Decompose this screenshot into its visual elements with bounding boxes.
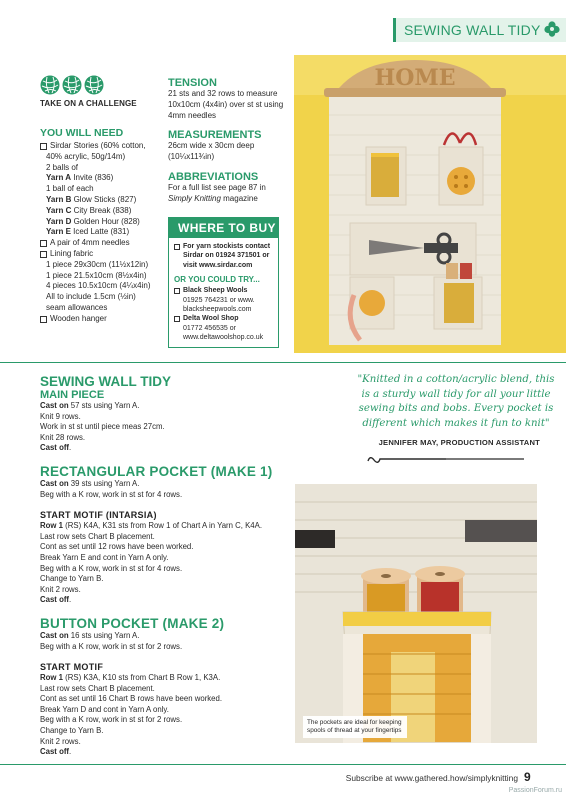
material-item bbox=[40, 238, 164, 249]
material-text: 1 ball of each bbox=[46, 184, 94, 194]
instruction-line bbox=[40, 715, 290, 726]
material-text: Iced Latte (831) bbox=[70, 227, 130, 237]
yarn-ball-icon bbox=[84, 75, 104, 95]
yarn-ball-icon bbox=[62, 75, 82, 95]
instruction-line bbox=[40, 521, 290, 532]
material-text: 1 piece 21.5x10cm (8½x4in) bbox=[46, 270, 147, 280]
material-item bbox=[40, 314, 164, 325]
instruction-text: Cont as set until 16 Chart B rows have been worked. bbox=[40, 694, 223, 704]
instruction-keyword: Cast off bbox=[40, 595, 70, 605]
where-to-buy-heading: WHERE TO BUY bbox=[169, 218, 278, 238]
material-text: 2 balls of bbox=[46, 162, 79, 172]
wall-tidy-photo bbox=[294, 55, 566, 353]
instruction-text: . bbox=[69, 747, 72, 757]
instruction-keyword: Cast on bbox=[40, 478, 69, 488]
checkbox-icon bbox=[40, 240, 47, 247]
instruction-line bbox=[40, 694, 290, 705]
stockist-website: visit www.sirdar.com bbox=[183, 261, 253, 269]
rectangular-pocket-steps bbox=[40, 479, 290, 500]
shop-contact: 01925 764231 or www. bbox=[183, 296, 255, 304]
material-text: 4 pieces 10.5x10cm (4¼x4in) bbox=[46, 281, 151, 291]
instruction-text: 57 sts using Yarn A. bbox=[68, 401, 140, 410]
shop-contact: 01772 456535 or bbox=[183, 324, 236, 332]
material-item bbox=[40, 303, 164, 314]
rectangular-pocket-heading: RECTANGULAR POCKET (MAKE 1) bbox=[40, 463, 273, 479]
instruction-line bbox=[40, 412, 290, 423]
material-text: 40% acrylic, 50g/14m) bbox=[46, 151, 126, 161]
instruction-line bbox=[40, 747, 290, 758]
button-pocket-steps bbox=[40, 631, 290, 652]
tension-text bbox=[168, 89, 284, 121]
measurements-line: 26cm wide x 30cm deep bbox=[168, 141, 255, 151]
shop-item bbox=[174, 314, 274, 323]
materials-list bbox=[40, 141, 164, 325]
material-item bbox=[40, 184, 164, 195]
clover-icon bbox=[544, 20, 560, 38]
instruction-text: Knit 9 rows. bbox=[40, 411, 81, 421]
instruction-line bbox=[40, 553, 290, 564]
material-item bbox=[40, 206, 164, 217]
instruction-text: Work in st st until piece meas 27cm. bbox=[40, 422, 165, 432]
instruction-line bbox=[40, 401, 290, 412]
button-pocket-heading: BUTTON POCKET (MAKE 2) bbox=[40, 615, 225, 631]
yarn-label: Yarn D bbox=[46, 216, 72, 226]
checkbox-icon bbox=[40, 251, 47, 258]
instruction-text: Cont as set until 12 rows have been worked. bbox=[40, 542, 194, 552]
motif-heading: START MOTIF bbox=[40, 662, 104, 673]
instruction-text: Change to Yarn B. bbox=[40, 574, 104, 584]
material-item bbox=[40, 271, 164, 282]
yarn-label: Yarn C bbox=[46, 205, 72, 215]
abbreviations-line bbox=[168, 194, 284, 205]
footer-divider bbox=[0, 764, 566, 765]
instruction-line bbox=[40, 726, 290, 737]
tension-line: 21 sts and 32 rows to measure bbox=[168, 89, 278, 98]
abbreviations-line: For a full list see page 87 in bbox=[168, 182, 266, 192]
checkbox-icon bbox=[40, 143, 47, 150]
home-sign: HOME bbox=[374, 65, 456, 91]
material-item bbox=[40, 227, 164, 238]
material-text: Invite (836) bbox=[71, 173, 114, 183]
instruction-text: Beg with a K row, work in st st for 4 rows. bbox=[40, 563, 183, 573]
instruction-line bbox=[40, 443, 290, 454]
instruction-line bbox=[40, 684, 290, 695]
tension-heading: TENSION bbox=[168, 77, 217, 89]
material-item bbox=[40, 249, 164, 260]
instruction-line bbox=[40, 532, 290, 543]
material-item bbox=[40, 195, 164, 206]
instruction-text: Beg with a K row, work in st st for 2 rows. bbox=[40, 715, 183, 725]
measurements-text bbox=[168, 141, 284, 163]
page-section-title: SEWING WALL TIDY bbox=[404, 22, 541, 38]
material-item bbox=[40, 217, 164, 228]
checkbox-icon bbox=[174, 244, 180, 250]
or-try-heading: OR YOU COULD TRY... bbox=[174, 275, 260, 285]
magazine-name: Simply Knitting bbox=[168, 193, 221, 203]
subscribe-link[interactable]: Subscribe at www.gathered.how/simplyknitting bbox=[345, 773, 518, 783]
material-text: Lining fabric bbox=[50, 248, 94, 258]
abbreviations-text bbox=[168, 183, 284, 205]
material-text: A pair of 4mm needles bbox=[50, 238, 130, 248]
instruction-line bbox=[40, 542, 290, 553]
where-to-buy-box bbox=[168, 217, 279, 348]
material-text: All to include 1.5cm (½in) bbox=[46, 292, 136, 302]
material-text: Golden Hour (828) bbox=[71, 216, 140, 226]
instruction-text: Last row sets Chart B placement. bbox=[40, 531, 155, 541]
instruction-text: Knit 28 rows. bbox=[40, 432, 86, 442]
motif-intarsia-heading: START MOTIF (INTARSIA) bbox=[40, 510, 157, 521]
flourish-ornament bbox=[366, 451, 526, 467]
material-text: Wooden hanger bbox=[50, 313, 107, 323]
shop-name: Black Sheep Wools bbox=[183, 287, 248, 295]
main-piece-heading: MAIN PIECE bbox=[40, 389, 105, 401]
instruction-text: Break Yarn D and cont in Yarn A only. bbox=[40, 704, 169, 714]
material-item bbox=[40, 173, 164, 184]
instruction-line bbox=[40, 564, 290, 575]
instruction-text: Knit 2 rows. bbox=[40, 736, 81, 746]
material-item bbox=[40, 292, 164, 303]
instruction-line bbox=[40, 642, 290, 653]
motif-steps bbox=[40, 673, 290, 758]
instruction-keyword: Row 1 bbox=[40, 673, 63, 683]
checkbox-icon bbox=[174, 316, 180, 322]
instruction-text: (RS) K4A, K31 sts from Row 1 of Chart A in Yarn C, K4A. bbox=[62, 521, 263, 531]
instruction-text: . bbox=[69, 443, 72, 453]
instruction-text: 16 sts using Yarn A. bbox=[68, 630, 140, 640]
material-text: City Break (838) bbox=[71, 205, 132, 215]
measurements-heading: MEASUREMENTS bbox=[168, 129, 262, 142]
measurements-line: (10¼x11¾in) bbox=[168, 152, 215, 162]
instruction-text: Beg with a K row, work in st st for 4 rows. bbox=[40, 489, 183, 499]
material-item bbox=[40, 260, 164, 271]
instruction-text: Break Yarn E and cont in Yarn A only. bbox=[40, 552, 169, 562]
instruction-line bbox=[40, 585, 290, 596]
material-item bbox=[40, 141, 164, 152]
pull-quote: "Knitted in a cotton/acrylic blend, this is a sturdy wall tidy for all your little sewing bits and bobs. Every pocket is different which makes it fun to knit" bbox=[357, 374, 555, 429]
page-number: 9 bbox=[524, 770, 531, 784]
stockist-label: For yarn stockists contact bbox=[183, 243, 271, 250]
abbreviations-heading: ABBREVIATIONS bbox=[168, 170, 259, 183]
shop-website: www.deltawoolshop.co.uk bbox=[183, 334, 264, 342]
challenge-label: TAKE ON A CHALLENGE bbox=[40, 99, 137, 108]
abbreviations-rest: magazine bbox=[220, 193, 258, 203]
material-item bbox=[40, 281, 164, 292]
material-item bbox=[40, 152, 164, 163]
instruction-line bbox=[40, 737, 290, 748]
header-tab bbox=[393, 18, 566, 42]
material-text: seam allowances bbox=[46, 302, 108, 312]
you-will-need-heading: YOU WILL NEED bbox=[40, 127, 124, 139]
instruction-line bbox=[40, 479, 290, 490]
shop-website: blacksheepwools.com bbox=[183, 306, 252, 314]
instruction-line bbox=[40, 433, 290, 444]
specs-column bbox=[168, 77, 284, 205]
you-will-need-section bbox=[40, 127, 164, 325]
instruction-text: 39 sts using Yarn A. bbox=[68, 478, 140, 488]
pattern-title: SEWING WALL TIDY bbox=[40, 374, 171, 389]
instruction-keyword: Cast on bbox=[40, 630, 69, 640]
yarn-label: Yarn A bbox=[46, 173, 72, 183]
shop-name: Delta Wool Shop bbox=[183, 315, 239, 323]
stockist-item bbox=[174, 242, 274, 251]
instruction-keyword: Cast on bbox=[40, 401, 69, 410]
pocket-closeup-photo bbox=[295, 484, 537, 743]
instruction-text: Change to Yarn B. bbox=[40, 726, 104, 736]
material-text: 1 piece 29x30cm (11½x12in) bbox=[46, 259, 149, 269]
instruction-text: Beg with a K row, work in st st for 2 rows. bbox=[40, 641, 183, 651]
instruction-line bbox=[40, 574, 290, 585]
watermark: PassionForum.ru bbox=[508, 787, 562, 794]
yarn-balls-rating bbox=[40, 75, 137, 95]
instruction-line bbox=[40, 490, 290, 501]
stockist-contact: Sirdar on 01924 371501 or bbox=[183, 252, 270, 260]
material-item bbox=[40, 163, 164, 174]
quote-attribution: JENNIFER MAY, PRODUCTION ASSISTANT bbox=[378, 438, 540, 447]
instruction-line bbox=[40, 631, 290, 642]
instruction-line bbox=[40, 673, 290, 684]
instruction-text: Last row sets Chart B placement. bbox=[40, 683, 155, 693]
instruction-keyword: Cast off bbox=[40, 747, 70, 757]
photo-caption: The pockets are ideal for keeping spools of thread at your fingertips bbox=[303, 716, 407, 738]
checkbox-icon bbox=[40, 316, 47, 323]
tension-line: 10x10cm (4x4in) over st st using bbox=[168, 99, 284, 109]
instruction-keyword: Row 1 bbox=[40, 521, 63, 531]
instruction-keyword: Cast off bbox=[40, 443, 70, 453]
difficulty-rating bbox=[40, 75, 137, 108]
section-divider bbox=[0, 362, 566, 363]
motif-intarsia-steps bbox=[40, 521, 290, 606]
instruction-line bbox=[40, 422, 290, 433]
tension-line: 4mm needles bbox=[168, 110, 217, 120]
main-piece-steps bbox=[40, 401, 290, 454]
instruction-line bbox=[40, 595, 290, 606]
instruction-text: Knit 2 rows. bbox=[40, 584, 81, 594]
yarn-label: Yarn E bbox=[46, 227, 71, 237]
instruction-text: (RS) K3A, K10 sts from Chart B Row 1, K3A. bbox=[62, 673, 221, 683]
instruction-text: . bbox=[69, 595, 72, 605]
material-text: Glow Sticks (827) bbox=[71, 194, 137, 204]
material-text: Sirdar Stories (60% cotton, bbox=[50, 141, 146, 150]
checkbox-icon bbox=[174, 288, 180, 294]
yarn-ball-icon bbox=[40, 75, 60, 95]
instruction-line bbox=[40, 705, 290, 716]
pattern-instructions bbox=[40, 375, 290, 758]
yarn-label: Yarn B bbox=[46, 194, 72, 204]
shop-item bbox=[174, 286, 274, 295]
